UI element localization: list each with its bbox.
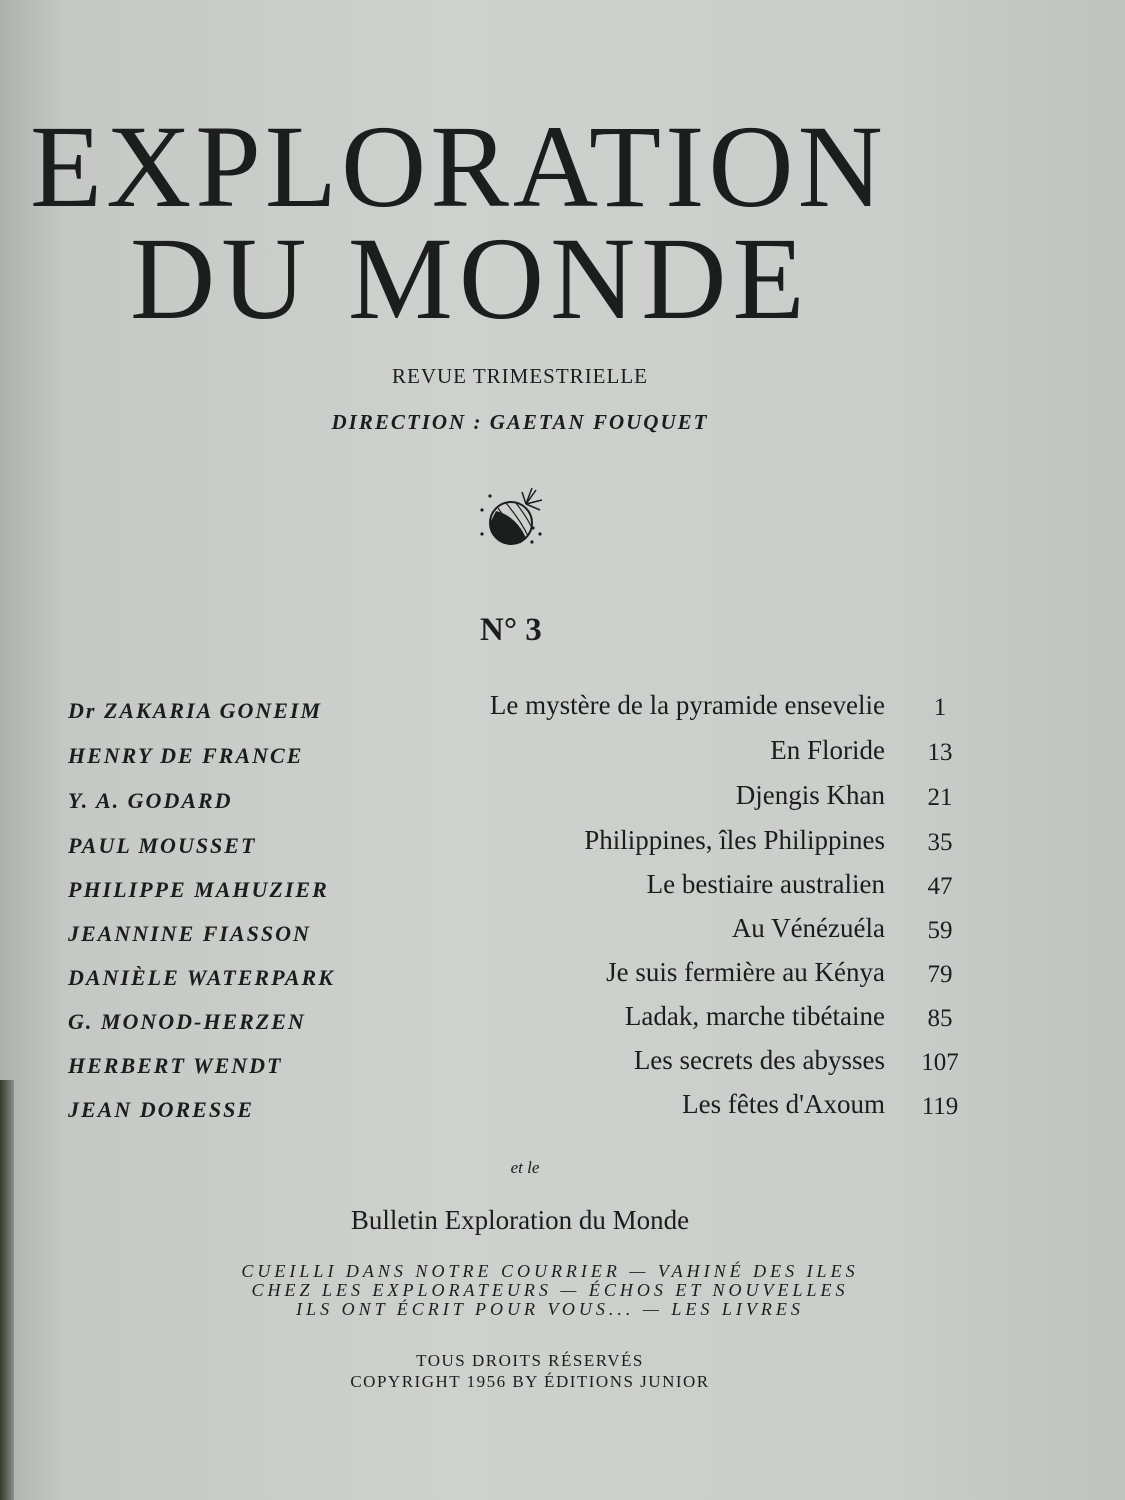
toc-page: 21 [927,784,953,811]
toc-author: Y. A. GODARD [68,788,233,813]
toc-title: Au Vénézuéla [731,913,885,943]
et-le: et le [510,1158,540,1177]
subtitle: REVUE TRIMESTRIELLE [391,364,648,388]
toc-row [0,825,1125,865]
toc-row [0,1089,1125,1129]
title-line-2: DU MONDE [130,213,811,344]
cover-edge [0,1080,14,1500]
toc-page: 85 [927,1005,953,1032]
toc-author: JEANNINE FIASSON [68,921,311,946]
toc-row [0,1001,1125,1041]
toc-title: En Floride [770,735,885,765]
toc-row [0,913,1125,953]
toc-author: DANIÈLE WATERPARK [68,965,335,990]
toc-title: Philippines, îles Philippines [584,825,885,855]
toc-title: Ladak, marche tibétaine [624,1001,885,1031]
toc-page: 107 [921,1049,959,1076]
bulletin-section: ILS ONT ÉCRIT POUR VOUS... — LES LIVRES [296,1299,804,1319]
toc-row [0,869,1125,909]
toc-title: Le bestiaire australien [646,869,885,899]
rights-block [10,1350,1050,1392]
toc-page: 35 [927,829,953,856]
toc-page: 47 [927,873,953,900]
toc-page: 59 [927,917,953,944]
bulletin-title: Bulletin Exploration du Monde [350,1205,690,1235]
toc-row [0,957,1125,997]
globe-emblem-icon [476,486,546,556]
toc-page: 1 [933,694,947,721]
toc-title: Je suis fermière au Kénya [606,957,885,987]
toc-page: 119 [921,1093,959,1120]
toc-title: Djengis Khan [735,780,885,810]
issue-number: N° 3 [480,612,542,648]
toc-row [0,1045,1125,1085]
direction: DIRECTION : GAETAN FOUQUET [331,410,709,434]
toc-row [0,735,1125,775]
toc-author: G. MONOD-HERZEN [68,1009,306,1034]
rights-reserved: TOUS DROITS RÉSERVÉS [416,1351,644,1370]
toc-author: Dr ZAKARIA GONEIM [68,698,323,723]
bulletin-section: CUEILLI DANS NOTRE COURRIER — VAHINÉ DES ILES [241,1261,859,1281]
toc-author: HENRY DE FRANCE [68,743,304,768]
toc-author: PHILIPPE MAHUZIER [68,877,329,902]
bulletin-section: CHEZ LES EXPLORATEURS — ÉCHOS ET NOUVELLES [251,1280,849,1300]
copyright: COPYRIGHT 1956 BY ÉDITIONS JUNIOR [350,1372,710,1391]
toc-title: Le mystère de la pyramide ensevelie [489,690,885,720]
toc-author: JEAN DORESSE [68,1097,255,1122]
toc-title: Les fêtes d'Axoum [682,1089,885,1119]
toc-title: Les secrets des abysses [633,1045,885,1075]
toc-author: HERBERT WENDT [68,1053,283,1078]
toc-row [0,690,1125,730]
title-line-1: EXPLORATION [30,101,887,232]
toc-page: 13 [927,739,953,766]
toc-row [0,780,1125,820]
toc-page: 79 [927,961,953,988]
bulletin-sections [30,1262,1070,1319]
toc-author: PAUL MOUSSET [68,833,257,858]
